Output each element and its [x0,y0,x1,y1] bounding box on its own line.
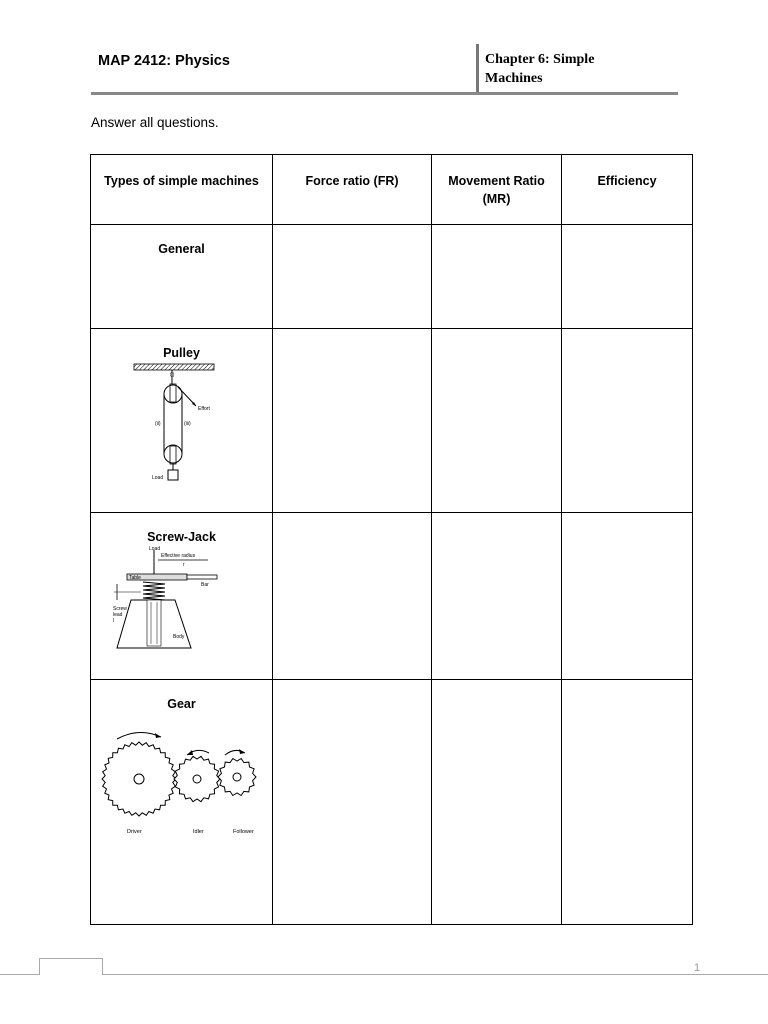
footer-line [0,974,768,975]
svg-text:lead: lead [113,612,123,618]
pulley-diagram [132,360,232,490]
column-header-force-ratio: Force ratio (FR) [273,155,432,225]
svg-text:Idler: Idler [192,829,204,835]
svg-text:Driver: Driver [126,829,142,835]
svg-text:Effective radius: Effective radius [161,553,196,559]
movement-ratio-cell[interactable] [432,225,562,329]
table-row [91,680,693,925]
movement-ratio-cell[interactable] [432,329,562,513]
follower-gear-hub [233,773,241,781]
table-row [91,513,693,680]
header-divider [476,44,479,94]
row-label-cell [91,680,273,925]
svg-text:Body: Body [173,634,185,640]
footer-tab [39,958,103,975]
svg-text:r: r [183,562,185,568]
simple-machines-table [90,154,693,925]
movement-ratio-cell[interactable] [432,513,562,680]
row-label-pulley: Pulley [163,346,200,360]
row-label-cell [91,225,273,329]
header-rule [91,92,678,95]
svg-text:(i): (i) [169,372,174,378]
efficiency-cell[interactable] [562,225,693,329]
column-header-movement-ratio: Movement Ratio (MR) [432,155,562,225]
table-row [91,329,693,513]
svg-text:Load: Load [151,475,163,481]
force-ratio-cell[interactable] [273,329,432,513]
svg-text:Follower: Follower [232,829,254,835]
svg-text:Load: Load [149,546,161,552]
column-header-type: Types of simple machines [91,155,273,225]
column-header-efficiency: Efficiency [562,155,693,225]
table-header-row [91,155,693,225]
force-ratio-cell[interactable] [273,513,432,680]
svg-text:(iii): (iii) [183,421,191,427]
movement-ratio-cell[interactable] [432,680,562,925]
svg-text:Table: Table [129,575,141,581]
idler-gear-hub [193,775,201,783]
page-number: 1 [694,962,701,974]
force-ratio-cell[interactable] [273,225,432,329]
row-label-general: General [158,242,205,256]
svg-text:Bar: Bar [201,582,209,588]
gear-diagram [97,721,267,841]
course-title: MAP 2412: Physics [98,53,230,69]
row-label-cell [91,329,273,513]
screw-jack-diagram [113,544,233,656]
chapter-title: Chapter 6: Simple Machines [485,52,595,86]
row-label-gear: Gear [167,697,196,711]
table-row [91,225,693,329]
efficiency-cell[interactable] [562,680,693,925]
screw-lead-label-1: Screw [113,606,127,612]
svg-text:(ii): (ii) [154,421,161,427]
efficiency-cell[interactable] [562,329,693,513]
svg-text:l: l [113,618,115,624]
force-ratio-cell[interactable] [273,680,432,925]
instruction-text: Answer all questions. [91,115,219,130]
row-label-cell [91,513,273,680]
efficiency-cell[interactable] [562,513,693,680]
svg-text:Effort: Effort [197,406,210,412]
driver-gear-hub [134,774,144,784]
row-label-screw-jack: Screw-Jack [147,530,216,544]
